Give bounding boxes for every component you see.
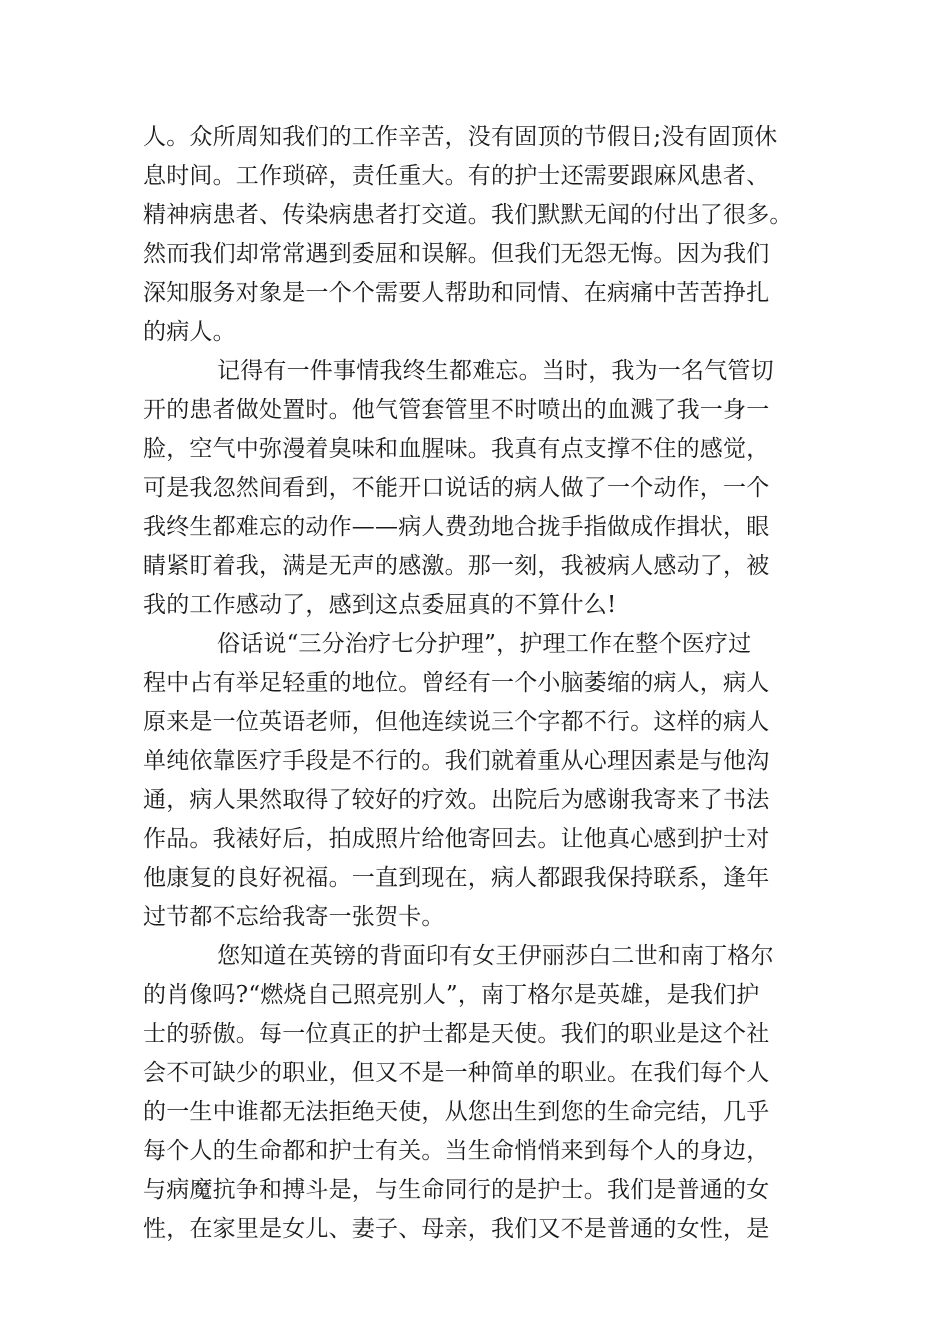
text-line: 作品。我裱好后，拍成照片给他寄回去。让他真心感到护士对 [143, 826, 770, 852]
paragraph-first-line: 您知道在英镑的背面印有女王伊丽莎白二世和南丁格尔 [217, 943, 774, 969]
document-body [143, 118, 803, 1249]
text-line: 性，在家里是女儿、妻子、母亲，我们又不是普通的女性，是 [143, 1216, 770, 1242]
text-line: 通，病人果然取得了较好的疗效。出院后为感谢我寄来了书法 [143, 787, 770, 813]
paragraph-first-line: 记得有一件事情我终生都难忘。当时，我为一名气管切 [217, 358, 774, 384]
text-line: 我终生都难忘的动作——病人费劲地合拢手指做成作揖状，眼 [143, 514, 770, 540]
text-line: 我的工作感动了，感到这点委屈真的不算什么! [143, 592, 617, 618]
text-line: 精神病患者、传染病患者打交道。我们默默无闻的付出了很多。 [143, 202, 793, 228]
text-line: 过节都不忘给我寄一张贺卡。 [143, 904, 445, 930]
text-line: 然而我们却常常遇到委屈和误解。但我们无怨无悔。因为我们 [143, 241, 770, 267]
text-line: 原来是一位英语老师，但他连续说三个字都不行。这样的病人 [143, 709, 770, 735]
text-line: 程中占有举足轻重的地位。曾经有一个小脑萎缩的病人，病人 [143, 670, 770, 696]
text-line: 深知服务对象是一个个需要人帮助和同情、在病痛中苦苦挣扎 [143, 280, 770, 306]
text-line: 可是我忽然间看到，不能开口说话的病人做了一个动作，一个 [143, 475, 770, 501]
text-line: 会不可缺少的职业，但又不是一种简单的职业。在我们每个人 [143, 1060, 770, 1086]
text-line: 的肖像吗?“燃烧自己照亮别人”，南丁格尔是英雄，是我们护 [143, 982, 760, 1008]
text-line: 睛紧盯着我，满是无声的感激。那一刻，我被病人感动了，被 [143, 553, 770, 579]
text-line: 的病人。 [143, 319, 236, 345]
text-line: 每个人的生命都和护士有关。当生命悄悄来到每个人的身边， [143, 1138, 770, 1164]
text-line: 脸，空气中弥漫着臭味和血腥味。我真有点支撑不住的感觉， [143, 436, 770, 462]
text-line: 士的骄傲。每一位真正的护士都是天使。我们的职业是这个社 [143, 1021, 770, 1047]
text-line: 他康复的良好祝福。一直到现在，病人都跟我保持联系，逢年 [143, 865, 770, 891]
text-line: 开的患者做处置时。他气管套管里不时喷出的血溅了我一身一 [143, 397, 770, 423]
text-line: 的一生中谁都无法拒绝天使，从您出生到您的生命完结，几乎 [143, 1099, 770, 1125]
text-line: 人。众所周知我们的工作辛苦，没有固顶的节假日;没有固顶休 [143, 124, 778, 150]
text-line: 单纯依靠医疗手段是不行的。我们就着重从心理因素是与他沟 [143, 748, 770, 774]
text-line: 与病魔抗争和搏斗是，与生命同行的是护士。我们是普通的女 [143, 1177, 770, 1203]
text-line: 息时间。工作琐碎，责任重大。有的护士还需要跟麻风患者、 [143, 163, 770, 189]
paragraph-first-line: 俗话说“三分治疗七分护理”，护理工作在整个医疗过 [217, 631, 752, 657]
